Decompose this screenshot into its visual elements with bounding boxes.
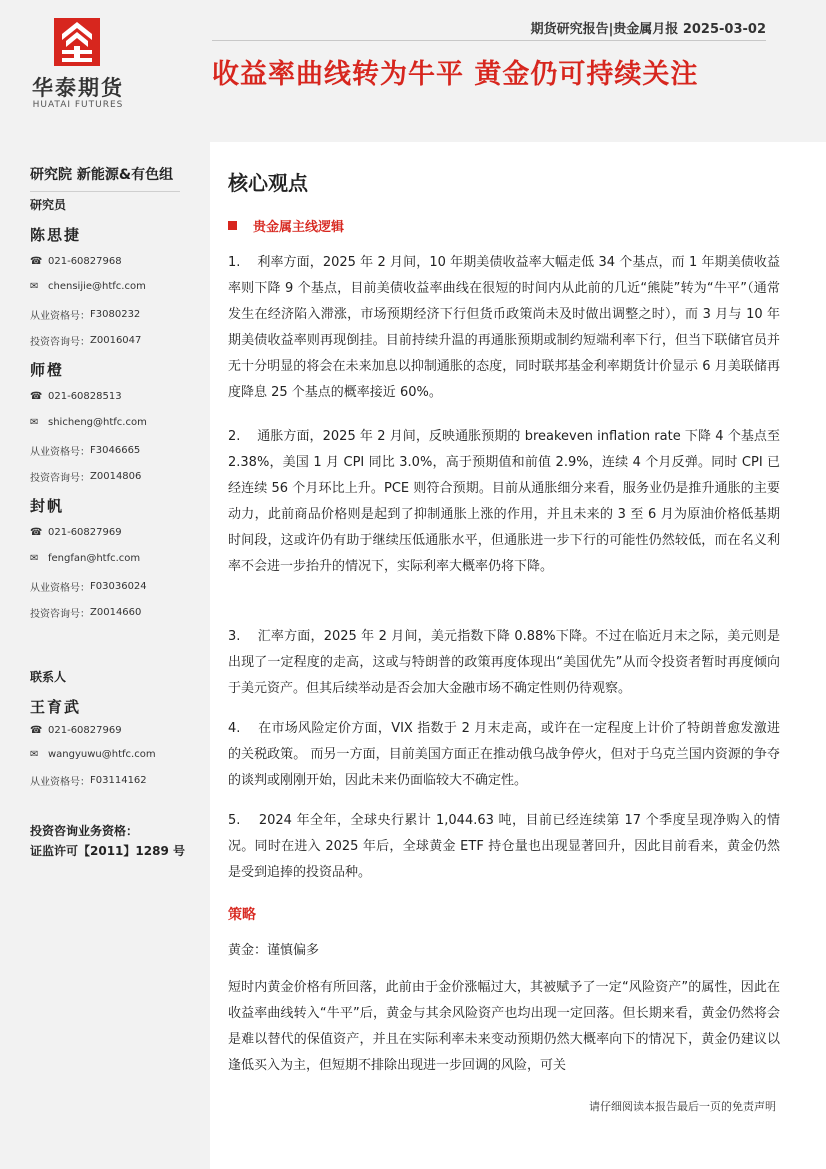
researcher-qualification: 从业资格号： F3080232 xyxy=(30,309,141,322)
paragraph-inflation: 2. 通胀方面，2025 年 2 月间，反映通胀预期的 breakeven inflation rate 下降 4 个基点至 2.38%，美国 1 月 CPI 同比 3.0%，高于预期值和前值 2.9%，连续 4 个月反弹。同时 CPI 已经连续 56 个月环比上升。PCE 则符合预期。目前从通胀细分来看，服务业仍是推升通胀的主要动力，此前商品价格则是起到了抑制通胀上涨的作用，并且未来的 3 至 6 月为原油价格低基期时间段，这或许仍有助于继续压低通胀水平，但通胀进一步下行的可能性仍然较低，而在名义利率不会进一步抬升的情况下，实际利率大概率仍将下降。 xyxy=(228,429,780,574)
researcher-phone: ☎ 021-60827969 xyxy=(30,527,122,538)
mail-icon: ✉ xyxy=(30,749,39,760)
certification-label: 投资咨询业务资格： xyxy=(30,824,139,838)
strategy-title: 策略 xyxy=(228,907,256,923)
mail-icon: ✉ xyxy=(30,417,39,428)
paragraph-fx: 3. 汇率方面，2025 年 2 月间，美元指数下降 0.88%下降。不过在临近月末之际，美元则是出现了一定程度的走高，这或与特朗普的政策再度体现出“美国优先”从而令投资者暂时再度倾向于美元资产。但其后续举动是否会加大金融市场不确定性则仍待观察。 xyxy=(228,629,780,696)
certification-number: 证监许可【2011】1289 号 xyxy=(30,844,185,858)
researcher-name: 陈思捷 xyxy=(30,226,82,244)
researcher-consult-number: 投资咨询号： Z0014806 xyxy=(30,471,142,484)
phone-icon: ☎ xyxy=(30,256,43,267)
strategy-text: 短时内黄金价格有所回落，此前由于金价涨幅过大，其被赋予了一定“风险资产”的属性，因此在收益率曲线转入“牛平”后，黄金与其余风险资产也均出现一定回落。但长期来看，黄金仍然将会是难以替代的保值资产，并且在实际利率未来变动预期仍然大概率向下的情况下，黄金仍建议以逢低买入为主，但短期不排除出现进一步回调的风险，可关 xyxy=(228,980,780,1073)
researcher-name: 师橙 xyxy=(30,361,65,379)
phone-icon: ☎ xyxy=(30,527,43,538)
author-sidebar xyxy=(0,142,210,1169)
researcher-phone: ☎ 021-60828513 xyxy=(30,391,122,402)
researcher-email[interactable]: ✉ chensijie@htfc.com xyxy=(30,281,146,292)
sidebar-divider xyxy=(30,191,180,192)
researcher-qualification: 从业资格号： F3046665 xyxy=(30,445,141,458)
sub-heading: 贵金属主线逻辑 xyxy=(228,216,344,235)
researcher-consult-number: 投资咨询号： Z0014660 xyxy=(30,607,142,620)
paragraph-central-banks: 5. 2024 年全年，全球央行累计 1,044.63 吨，目前已经连续第 17 个季度呈现净购入的情况。同时在进入 2025 年后，全球黄金 ETF 持仓量也出现显著回升，因此目前看来，黄金仍然是受到追捧的投资品种。 xyxy=(228,813,780,880)
contact-name: 王育武 xyxy=(30,698,82,716)
researcher-email[interactable]: ✉ shicheng@htfc.com xyxy=(30,417,147,428)
report-meta: 期货研究报告|贵金属月报 2025-03-02 xyxy=(530,22,766,37)
paragraph-rates: 1. 利率方面，2025 年 2 月间，10 年期美债收益率大幅走低 34 个基点，而 1 年期美债收益率则下降 9 个基点，目前美债收益率曲线在很短的时间内从此前的几近“熊陡”转为“牛平”（通常发生在经济陷入滞涨，市场预期经济下行但货币政策尚未及时做出调整之时），而 3 月与 10 年期美债收益率则再现倒挂。目前持续升温的再通胀预期或制约短端利率下行，但当下联储官员并无十分明显的将会在未来加息以抑制通胀的态度，同时联邦基金利率期货计价显示 6 月美联储再度降息 25 个基点的概率接近 60%。 xyxy=(228,255,780,400)
researcher-consult-number: 投资咨询号： Z0016047 xyxy=(30,335,142,348)
report-title: 收益率曲线转为牛平 黄金仍可持续关注 xyxy=(212,59,699,90)
researcher-name: 封帆 xyxy=(30,497,65,515)
square-bullet-icon xyxy=(228,221,237,230)
mail-icon: ✉ xyxy=(30,281,39,292)
report-header xyxy=(0,0,826,142)
researcher-email[interactable]: ✉ fengfan@htfc.com xyxy=(30,553,141,564)
paragraph-risk: 4. 在市场风险定价方面，VIX 指数于 2 月末走高，或许在一定程度上计价了特朗普愈发激进的关税政策。 而另一方面，目前美国方面正在推动俄乌战争停火，但对于乌克兰国内资源的争夺的谈判或刚刚开始，因此未来仍面临较大不确定性。 xyxy=(228,721,780,788)
department-label: 研究院 新能源&有色组 xyxy=(30,167,174,183)
contact-label: 联系人 xyxy=(30,670,67,684)
researchers-label: 研究员 xyxy=(30,198,67,212)
huatai-logo-icon xyxy=(54,18,100,66)
brand-name-en: HUATAI FUTURES xyxy=(32,100,124,110)
researcher-qualification: 从业资格号： F03036024 xyxy=(30,581,147,594)
phone-icon: ☎ xyxy=(30,725,43,736)
contact-email[interactable]: ✉ wangyuwu@htfc.com xyxy=(30,749,156,760)
brand-name: 华泰期货 xyxy=(32,76,124,100)
contact-phone: ☎ 021-60827969 xyxy=(30,725,122,736)
disclaimer-note: 请仔细阅读本报告最后一页的免责声明 xyxy=(589,1100,776,1113)
contact-qualification: 从业资格号： F03114162 xyxy=(30,775,147,788)
strategy-gold: 黄金：谨慎偏多 xyxy=(228,943,320,958)
phone-icon: ☎ xyxy=(30,391,43,402)
section-title: 核心观点 xyxy=(228,171,308,195)
mail-icon: ✉ xyxy=(30,553,39,564)
researcher-phone: ☎ 021-60827968 xyxy=(30,256,122,267)
header-divider xyxy=(212,40,766,41)
